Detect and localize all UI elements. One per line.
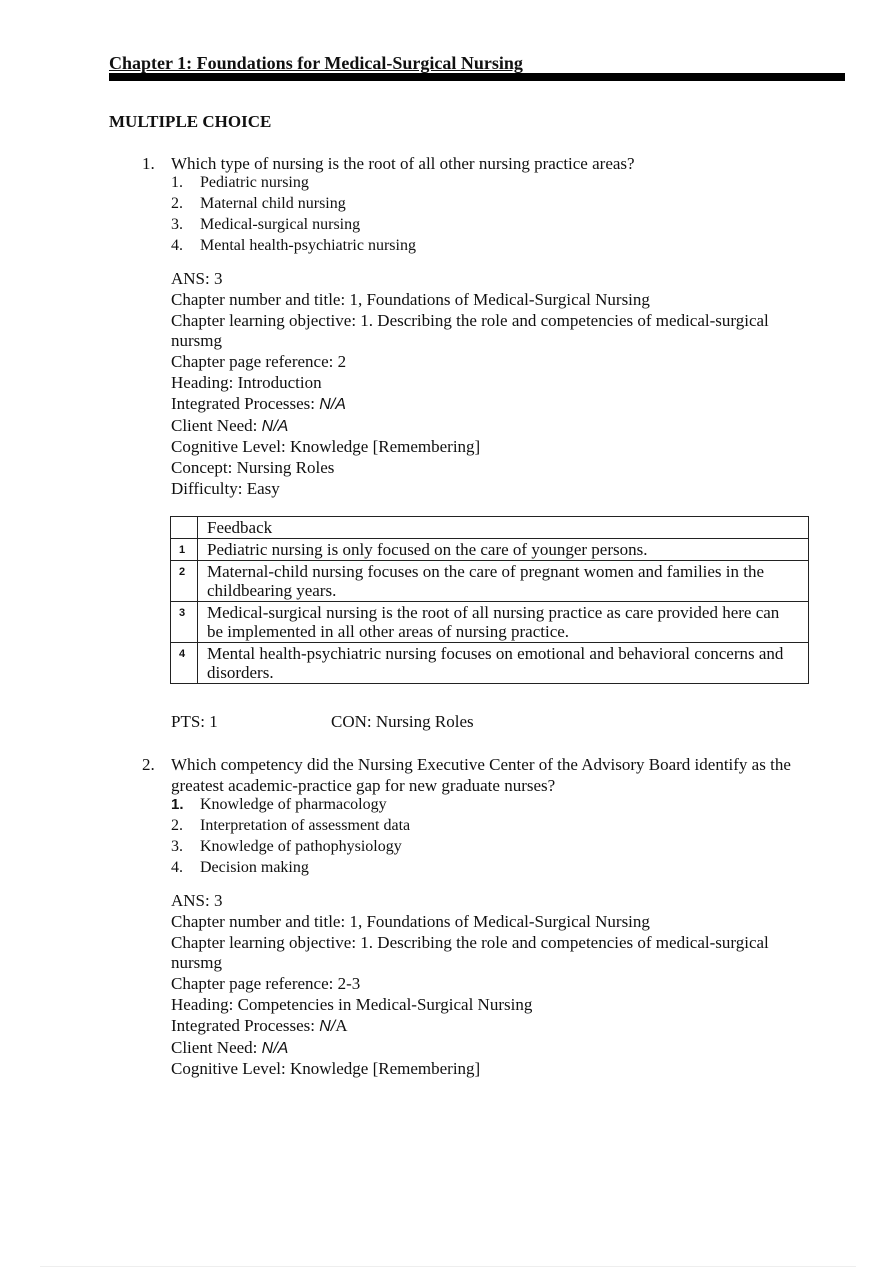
chapter-number-title: Chapter number and title: 1, Foundations of Medical-Surgical Nursing (171, 289, 650, 309)
feedback-number: 3 (171, 602, 198, 643)
question-1-options (171, 174, 416, 258)
option-text: Knowledge of pathophysiology (200, 838, 402, 855)
feedback-text: Maternal-child nursing focuses on the care of pregnant women and families in the childbearing years. (198, 561, 809, 602)
option-number: 3. (171, 216, 183, 233)
client-need-value: N/A (261, 417, 289, 435)
points: PTS: 1 (171, 712, 218, 731)
chapter-title: Chapter 1: Foundations for Medical-Surgical Nursing (109, 53, 523, 73)
page-reference: Chapter page reference: 2-3 (171, 974, 361, 994)
heading: Heading: Introduction (171, 372, 322, 392)
client-need-value: N/A (261, 1039, 289, 1057)
question-2-options (171, 796, 410, 880)
question-stem: Which type of nursing is the root of all other nursing practice areas? (171, 154, 635, 173)
feedback-text: Mental health-psychiatric nursing focuses on emotional and behavioral concerns and disorders. (198, 643, 809, 684)
option (171, 838, 410, 859)
option (171, 216, 416, 237)
feedback-header: Feedback (198, 517, 809, 539)
question-number: 1. (142, 154, 155, 173)
option-text: Interpretation of assessment data (200, 817, 411, 834)
feedback-text: Medical-surgical nursing is the root of all nursing practice as care provided here can be implemented in all other areas of nursing practice. (198, 602, 809, 643)
chapter-number-title: Chapter number and title: 1, Foundations of Medical-Surgical Nursing (171, 911, 650, 931)
option-number: 4. (171, 859, 183, 876)
option-number: 4. (171, 237, 183, 254)
integrated-processes (171, 394, 821, 416)
option-text: Pediatric nursing (200, 174, 309, 191)
question-stem: Which competency did the Nursing Executive Center of the Advisory Board identify as the greatest academic-practice gap for new graduate nurses? (171, 755, 791, 795)
option (171, 796, 410, 817)
integrated-processes-value-suffix: A (335, 1015, 348, 1035)
feedback-row (171, 602, 809, 643)
option-number: 1. (171, 174, 183, 191)
option-number: 2. (171, 817, 183, 834)
option-text: Knowledge of pharmacology (200, 796, 387, 813)
client-need-label: Client Need: (171, 1037, 262, 1057)
feedback-row (171, 643, 809, 684)
heading: Heading: Competencies in Medical-Surgical Nursing (171, 994, 533, 1014)
question-2-metadata (171, 891, 821, 1080)
learning-objective: Chapter learning objective: 1. Describing the role and competencies of medical-surgical nursmg (171, 932, 769, 973)
learning-objective: Chapter learning objective: 1. Describing the role and competencies of medical-surgical nursmg (171, 310, 769, 351)
option (171, 174, 416, 195)
feedback-number: 1 (171, 539, 198, 561)
feedback-header-blank (171, 517, 198, 539)
title-rule (109, 73, 845, 81)
option-text: Maternal child nursing (200, 195, 346, 212)
cognitive-level: Cognitive Level: Knowledge [Remembering] (171, 437, 481, 457)
feedback-text: Pediatric nursing is only focused on the care of younger persons. (198, 539, 809, 561)
page-reference: Chapter page reference: 2 (171, 352, 347, 372)
feedback-number: 4 (171, 643, 198, 684)
option-number: 2. (171, 195, 183, 212)
option (171, 237, 416, 258)
cognitive-level: Cognitive Level: Knowledge [Remembering] (171, 1059, 481, 1079)
feedback-row (171, 561, 809, 602)
integrated-processes-value: N/A (319, 395, 346, 413)
option-number: 3. (171, 838, 183, 855)
client-need-label: Client Need: (171, 415, 262, 435)
page-bottom-divider (40, 1266, 856, 1267)
answer: ANS: 3 (171, 269, 223, 288)
answer: ANS: 3 (171, 891, 223, 910)
client-need (171, 1038, 821, 1060)
feedback-header-row (171, 517, 809, 539)
question-1-metadata (171, 269, 821, 500)
integrated-processes-label: Integrated Processes: (171, 1015, 320, 1035)
feedback-number: 2 (171, 561, 198, 602)
option (171, 817, 410, 838)
concept: Concept: Nursing Roles (171, 458, 335, 478)
option-text: Mental health-psychiatric nursing (200, 237, 416, 254)
question-number: 2. (142, 755, 155, 774)
integrated-processes (171, 1016, 821, 1038)
section-heading: MULTIPLE CHOICE (109, 112, 272, 131)
feedback-row (171, 539, 809, 561)
option (171, 195, 416, 216)
option (171, 859, 410, 880)
concept-tag: CON: Nursing Roles (331, 712, 474, 731)
integrated-processes-label: Integrated Processes: (171, 393, 320, 413)
integrated-processes-value-prefix: N/ (319, 1017, 336, 1035)
option-text: Medical-surgical nursing (200, 216, 361, 233)
client-need (171, 416, 821, 438)
option-text: Decision making (200, 859, 309, 876)
option-number: 1. (171, 796, 184, 813)
feedback-table (170, 516, 809, 684)
difficulty: Difficulty: Easy (171, 478, 280, 498)
